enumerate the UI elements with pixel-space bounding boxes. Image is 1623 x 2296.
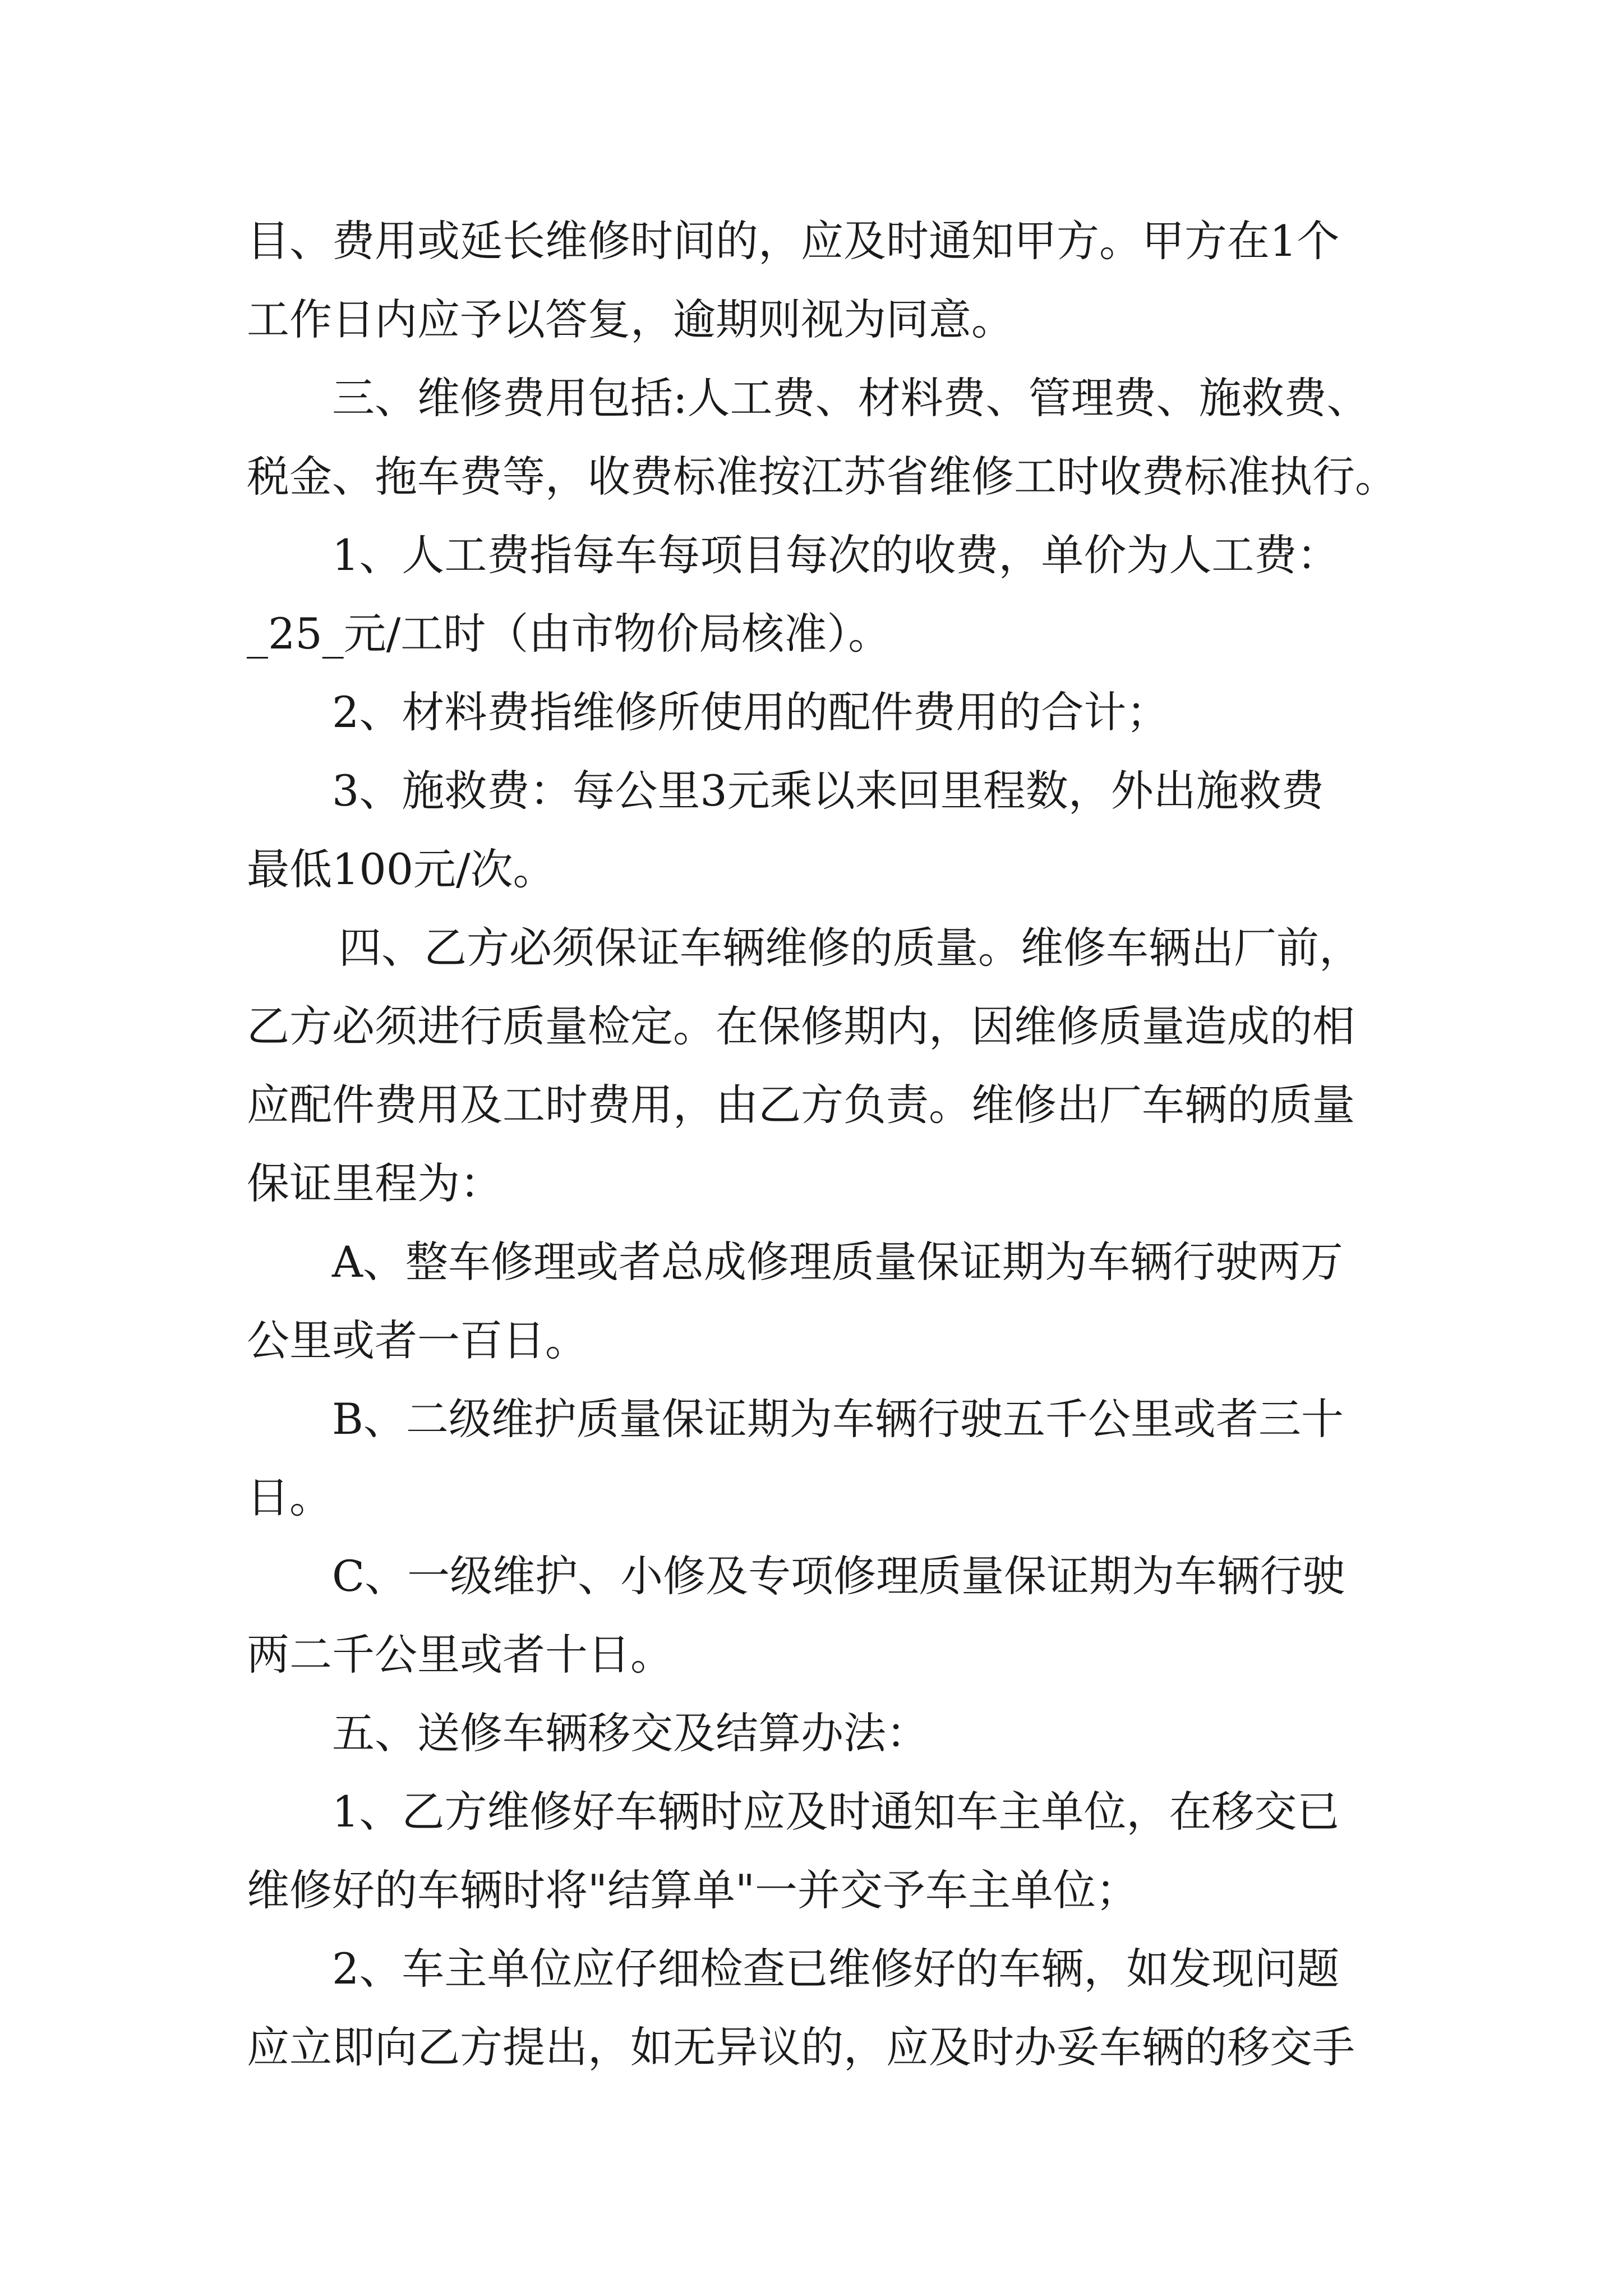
text-line: 保证里程为： bbox=[247, 1158, 502, 1208]
text-line: 四、乙方必须保证车辆维修的质量。维修车辆出厂前， bbox=[339, 923, 1362, 973]
text-line: 税金、拖车费等，收费标准按江苏省维修工时收费标准执行。 bbox=[247, 452, 1398, 501]
text-line: 三、维修费用包括:人工费、材料费、管理费、施救费、 bbox=[332, 373, 1370, 423]
text-line: 工作日内应予以答复，逾期则视为同意。 bbox=[247, 295, 1014, 344]
text-line: 1、人工费指每车每项目每次的收费，单价为人工费： bbox=[332, 530, 1340, 580]
text-line: A、整车修理或者总成修理质量保证期为车辆行驶两万 bbox=[332, 1237, 1343, 1287]
text-line: 目、费用或延长维修时间的，应及时通知甲方。甲方在1个 bbox=[247, 216, 1340, 266]
text-line: 五、送修车辆移交及结算办法： bbox=[332, 1708, 929, 1758]
text-line: 日。 bbox=[247, 1473, 332, 1522]
text-line: C、一级维护、小修及专项修理质量保证期为车辆行驶 bbox=[332, 1551, 1345, 1601]
text-line: 乙方必须进行质量检定。在保修期内，因维修质量造成的相 bbox=[247, 1001, 1355, 1051]
text-line: 1、乙方维修好车辆时应及时通知车主单位，在移交已 bbox=[332, 1787, 1340, 1837]
text-line: B、二级维护质量保证期为车辆行驶五千公里或者三十 bbox=[332, 1394, 1344, 1444]
text-line: 3、施救费：每公里3元乘以来回里程数，外出施救费 bbox=[332, 766, 1324, 816]
text-line: 维修好的车辆时将"结算单"一并交予车主单位； bbox=[247, 1865, 1138, 1915]
text-line: _25_元/工时（由市物价局核准）。 bbox=[247, 609, 891, 659]
text-line: 应立即向乙方提出，如无异议的，应及时办妥车辆的移交手 bbox=[247, 2022, 1355, 2072]
text-line: 两二千公里或者十日。 bbox=[247, 1630, 673, 1680]
document-body bbox=[247, 202, 1398, 2087]
text-line: 最低100元/次。 bbox=[247, 844, 556, 894]
text-line: 2、车主单位应仔细检查已维修好的车辆，如发现问题 bbox=[332, 1944, 1340, 1994]
text-line: 2、材料费指维修所使用的配件费用的合计； bbox=[332, 687, 1169, 737]
text-line: 公里或者一百日。 bbox=[247, 1315, 588, 1365]
text-line: 应配件费用及工时费用，由乙方负责。维修出厂车辆的质量 bbox=[247, 1080, 1355, 1130]
